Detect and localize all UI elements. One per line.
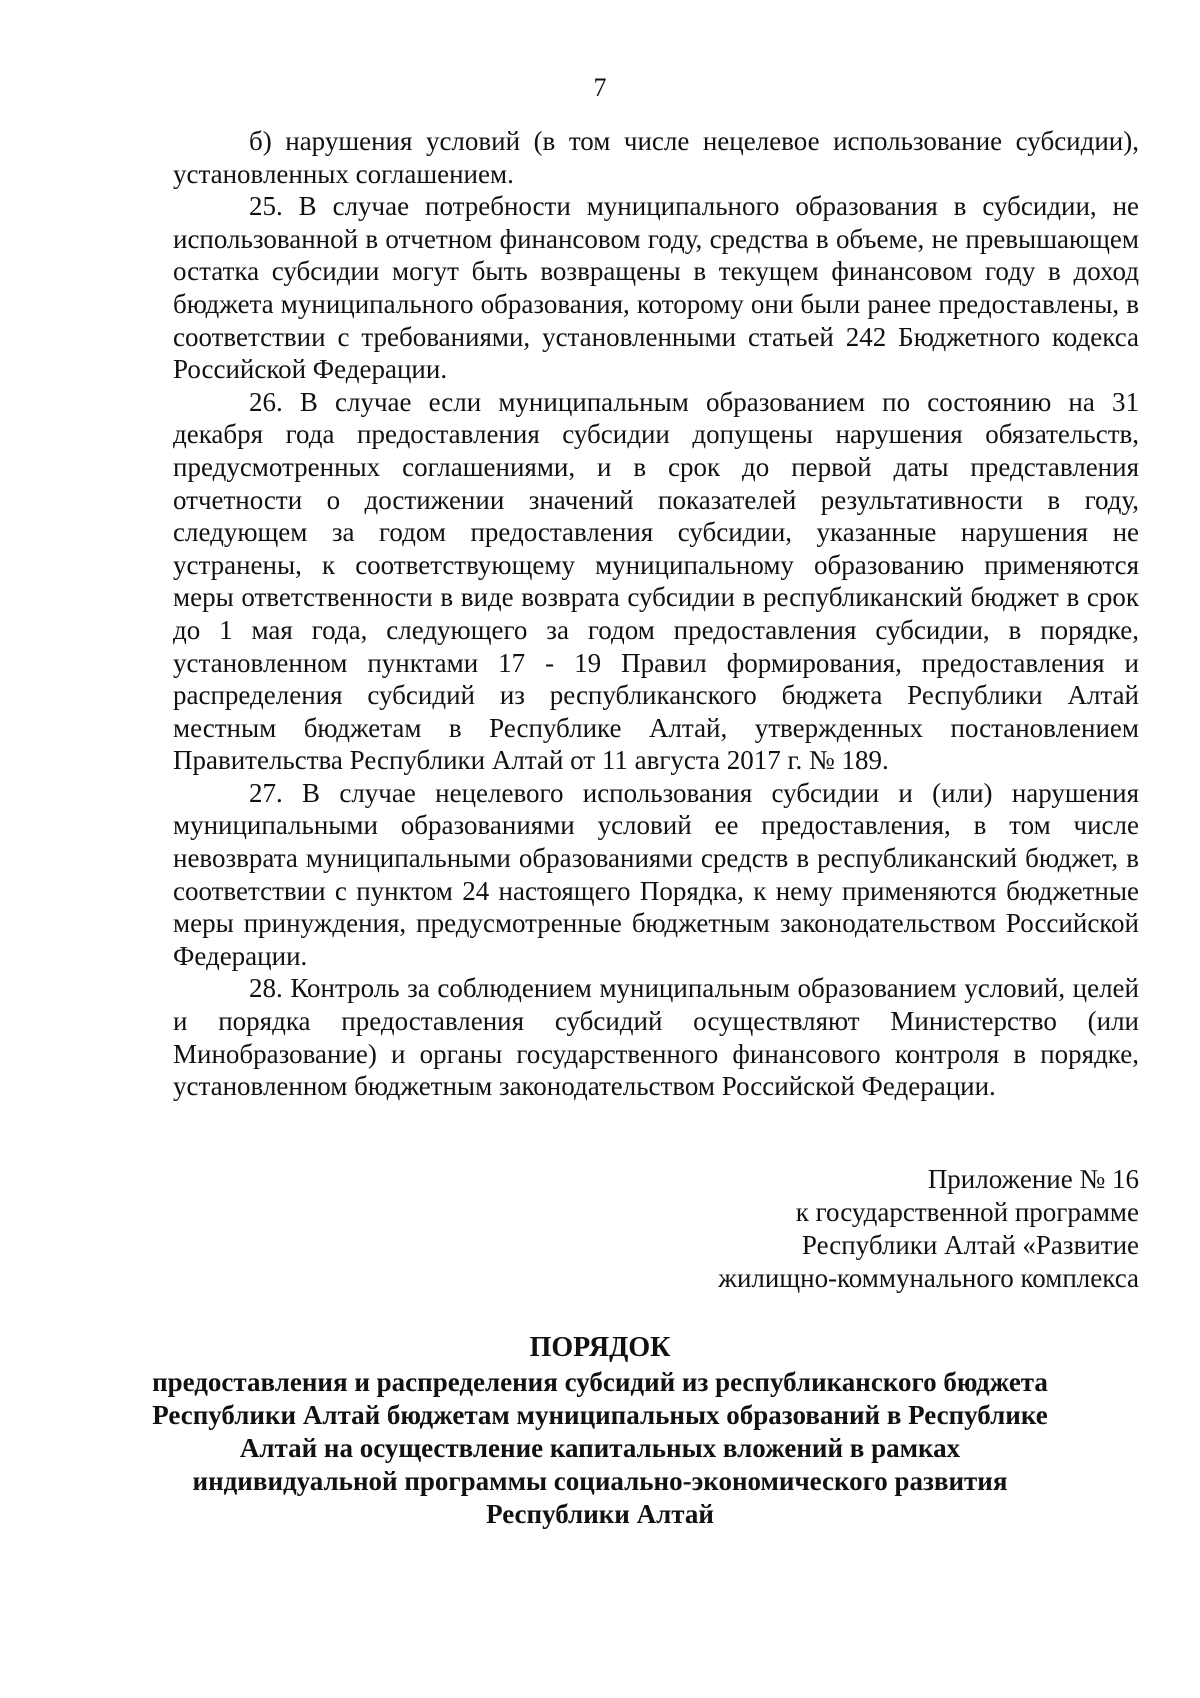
appendix-block	[600, 1163, 1139, 1295]
page-number: 7	[593, 73, 607, 102]
order-subtitle-line: Республики Алтай бюджетам муниципальных образований в Республике	[152, 1400, 1048, 1430]
appendix-line: Приложение № 16	[927, 1164, 1139, 1194]
paragraph-27: 27. В случае нецелевого использования субсидии и (или) нарушения муниципальными образованиями условий ее предоставления, в том числе невозврата муниципальными образованиями средств в республиканский бюджет, в соответствии с пунктом 24 настоящего Порядка, к нему применяются бюджетные меры принуждения, предусмотренные бюджетным законодательством Российской Федерации.	[173, 777, 1139, 971]
paragraph-28: 28. Контроль за соблюдением муниципальным образованием условий, целей и порядка предоставления субсидий осуществляют Министерство (или Минобразование) и органы государственного финансового контроля в порядке, установленном бюджетным законодательством Российской Федерации.	[173, 973, 1139, 1102]
order-heading: ПОРЯДОК	[529, 1332, 671, 1363]
body-text	[173, 125, 1139, 1103]
appendix-line: к государственной программе	[795, 1197, 1139, 1227]
appendix-line: жилищно-коммунального комплекса	[718, 1263, 1139, 1293]
appendix-line: Республики Алтай «Развитие	[801, 1230, 1139, 1260]
paragraph-b-violations: б) нарушения условий (в том числе нецелевое использование субсидии), установленных соглашением.	[173, 126, 1139, 189]
order-subtitle-line: индивидуальной программы социально-экономического развития	[192, 1466, 1008, 1496]
order-subtitle-line: предоставления и распределения субсидий из республиканского бюджета	[152, 1367, 1048, 1397]
order-subtitle-line: Алтай на осуществление капитальных вложений в рамках	[239, 1433, 961, 1463]
paragraph-26: 26. В случае если муниципальным образованием по состоянию на 31 декабря года предоставления субсидии допущены нарушения обязательств, предусмотренных соглашениями, и в срок до первой даты представления отчетности о достижении значений показателей результативности в году, следующем за годом предоставления субсидии, указанные нарушения не устранены, к соответствующему муниципальному образованию применяются меры ответственности в виде возврата субсидии в республиканский бюджет в срок до 1 мая года, следующего за годом предоставления субсидии, в порядке, установленном пунктами 17 - 19 Правил формирования, предоставления и распределения субсидий из республиканского бюджета Республики Алтай местным бюджетам в Республике Алтай, утвержденных постановлением Правительства Республики Алтай от 11 августа 2017 г. № 189.	[173, 386, 1139, 776]
order-title-block	[150, 1330, 1050, 1531]
order-subtitle-line: Республики Алтай	[486, 1499, 714, 1529]
paragraph-25: 25. В случае потребности муниципального образования в субсидии, не использованной в отчетном финансовом году, средства в объеме, не превышающем остатка субсидии могут быть возвращены в текущем финансовом году в доход бюджета муниципального образования, которому они были ранее предоставлены, в соответствии с требованиями, установленными статьей 242 Бюджетного кодекса Российской Федерации.	[173, 191, 1139, 385]
